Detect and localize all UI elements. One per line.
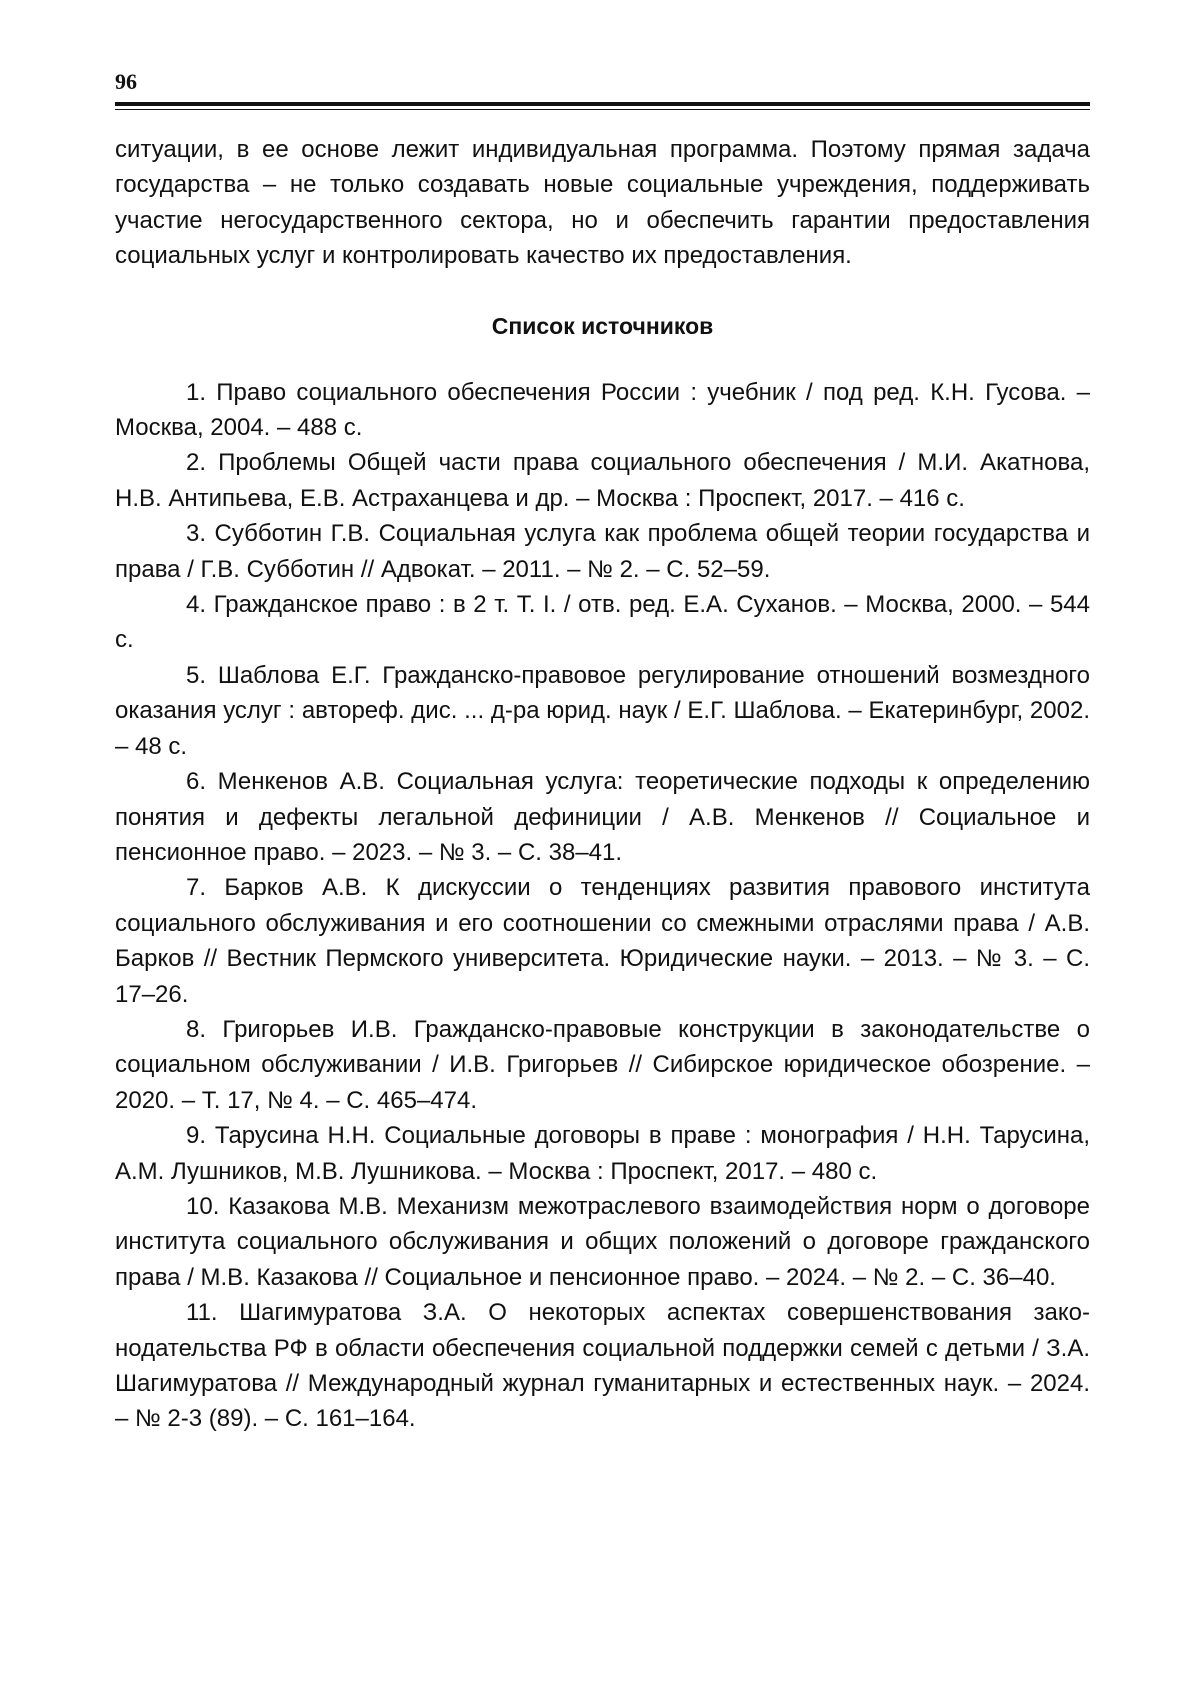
references-heading: Список источников [491,312,714,339]
intro-paragraph: ситуации, в ее основе лежит индивидуальная программа. Поэтому прямая задача государства – не только создавать новые социальные учреждения, поддерживать участие негосударственного сектора, но и обеспечить гарантии предоставления социальных услуг и контролировать качество их предоставления. [115,136,1090,270]
header-rule-thin [115,109,1090,110]
reference-item-2: 2. Проблемы Общей части права социального обеспечения / М.И. Акатнова, Н.В. Антипьева, Е.В. Астраханцева и др. – Москва : Проспект, 2017. – 416 с. [115,449,1090,512]
reference-item-9: 9. Тарусина Н.Н. Социальные договоры в праве : монография / Н.Н. Тарусина, А.М. Лушников, М.В. Лушникова. – Москва : Проспект, 2017. – 480 с. [115,1122,1090,1185]
reference-item-4: 4. Гражданское право : в 2 т. Т. I. / отв. ред. Е.А. Суханов. – Москва, 2000. – 544 с. [115,591,1090,654]
reference-item-11: 11. Шагимуратова З.А. О некоторых аспектах совершенствования законодательства РФ в области обеспечения социальной поддержки семей с детьми / З.А. Шагимуратова // Международный журнал гуманитарных и естественных наук. – 2024. – № 2-3 (89). – С. 161–164. [115,1299,1090,1433]
header-rule-thick [115,102,1090,106]
reference-item-10: 10. Казакова М.В. Механизм межотраслевого взаимодействия норм о договоре института социального обслуживания и общих положений о договоре гражданского права / М.В. Казакова // Социальное и пенсионное право. – 2024. – № 2. – С. 36–40. [115,1192,1090,1291]
reference-item-6: 6. Менкенов А.В. Социальная услуга: теоретические подходы к определению понятия и дефекты легальной дефиниции / А.В. Менкенов // Социальное и пенсионное право. – 2023. – № 3. – С. 38–41. [115,768,1090,866]
page-number: 96 [115,69,137,94]
reference-item-3: 3. Субботин Г.В. Социальная услуга как проблема общей теории государства и права / Г.В. Субботин // Адвокат. – 2011. – № 2. – С. 52–59. [115,520,1090,583]
reference-item-5: 5. Шаблова Е.Г. Гражданско-правовое регулирование отношений возмездного оказания услуг : автореф. дис. ... д-ра юрид. наук / Е.Г. Шаблова. – Екатеринбург, 2002. – 48 с. [115,661,1090,760]
page [115,68,1090,1437]
reference-item-7: 7. Барков А.В. К дискуссии о тенденциях развития правового института социального обслуживания и его соотношении со смежными отраслями права / А.В. Барков // Вестник Пермского университета. Юридические науки. – 2013. – № 3. – С. 17–26. [115,874,1090,1008]
reference-item-1: 1. Право социального обеспечения России : учебник / под ред. К.Н. Гусова. – Москва, 2004. – 488 с. [115,378,1090,442]
references-list [115,375,1090,1437]
reference-item-8: 8. Григорьев И.В. Гражданско-правовые конструкции в законодательстве о социальном обслуживании / И.В. Григорьев // Сибирское юридическое обозрение. – 2020. – Т. 17, № 4. – С. 465–474. [115,1015,1090,1114]
